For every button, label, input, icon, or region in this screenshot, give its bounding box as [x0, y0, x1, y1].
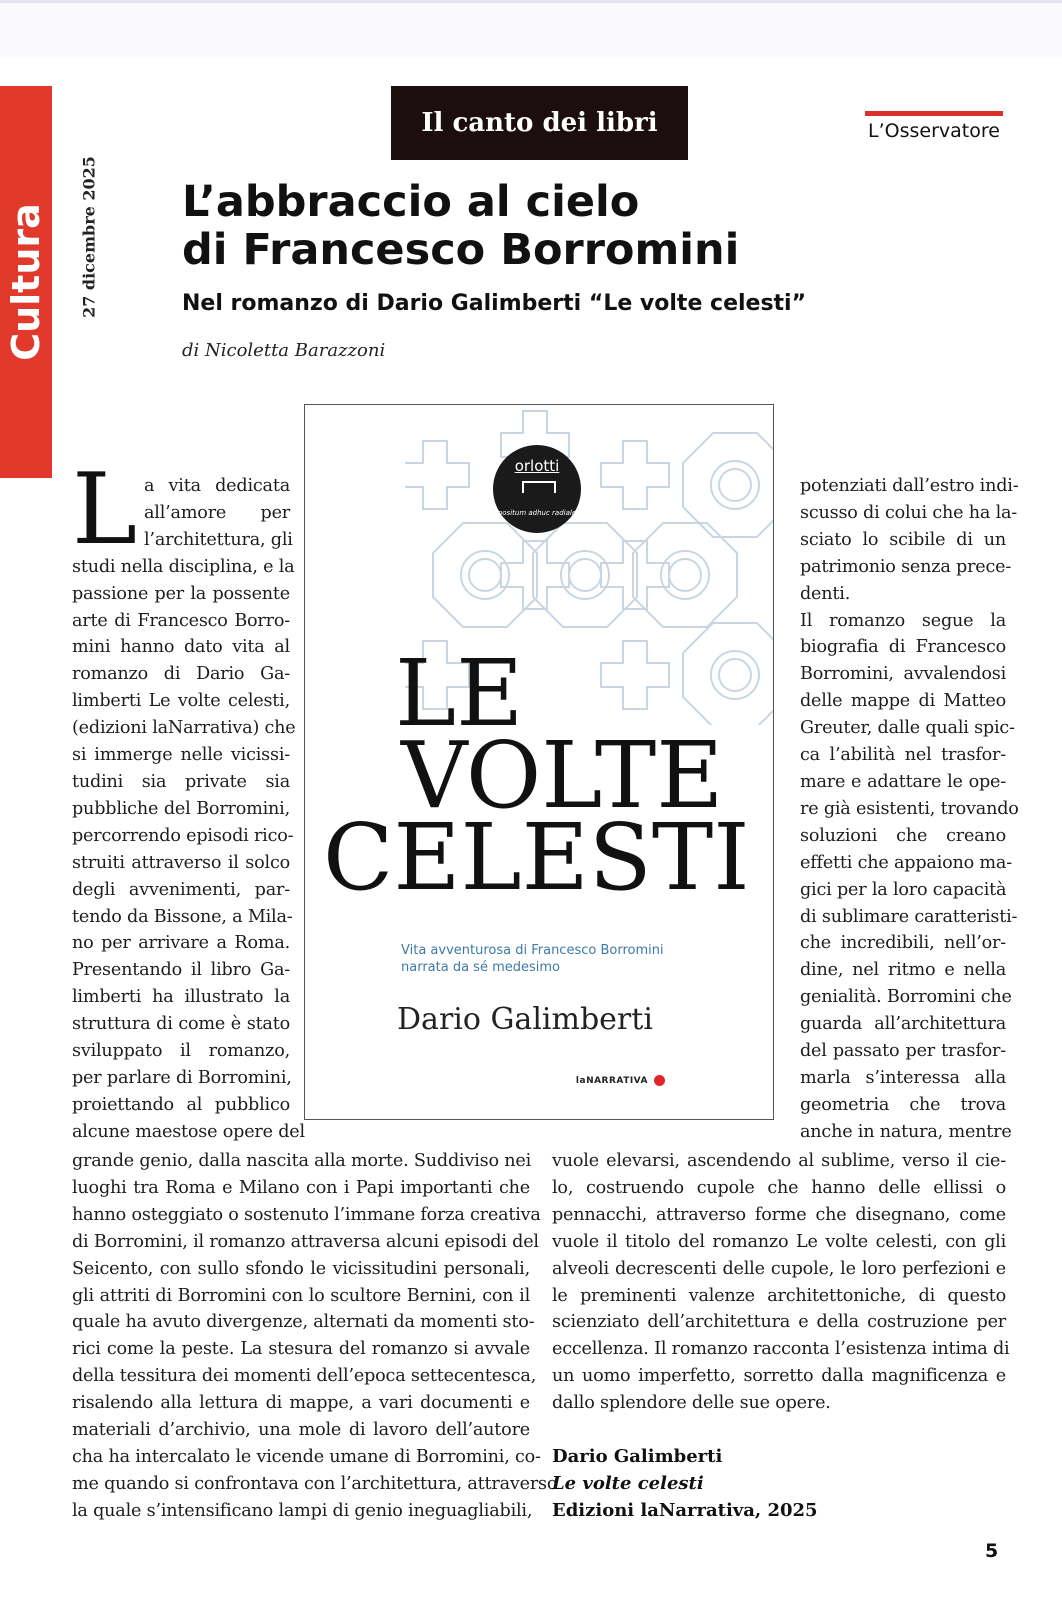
text-line: un uomo imperfetto, sorretto dalla magnificenza e: [552, 1366, 1006, 1387]
seal-brand: orlotti: [514, 457, 560, 475]
text-line: quale ha avuto divergenze, alternati da momenti sto-: [72, 1312, 535, 1333]
text-line: marla s’interessa alla: [800, 1067, 1006, 1088]
byline: di Nicoletta Barazzoni: [182, 340, 386, 361]
cover-subtitle-line: Vita avventurosa di Francesco Borromini: [401, 943, 664, 958]
text-line: struttura di come è stato: [72, 1014, 290, 1035]
text-line: mini hanno dato vita al: [72, 637, 290, 658]
text-line: genialità. Borromini che: [800, 987, 1012, 1008]
text-line: lo, costruendo cupole che hanno delle ellissi o: [552, 1177, 1006, 1198]
text-line: pennacchi, attraverso forme che disegnano, come: [552, 1204, 1006, 1225]
text-line: proiettando al pubblico: [72, 1094, 290, 1115]
column-right-top: [800, 473, 1019, 1146]
rubric-banner: Il canto dei libri: [391, 86, 688, 160]
cover-subtitle-line: narrata da sé medesimo: [401, 960, 560, 975]
text-line: grande genio, dalla nascita alla morte. Suddiviso nei: [72, 1151, 532, 1171]
text-line: dine, nel ritmo e nella: [800, 960, 1006, 981]
text-line: dallo splendore delle sue opere.: [552, 1393, 831, 1414]
text-line: delle mappe di Matteo: [800, 691, 1006, 712]
column-bottom-right: [552, 1148, 1010, 1417]
cover-subtitle: [401, 942, 731, 976]
drop-cap: L: [72, 453, 138, 567]
text-line: guarda all’architettura: [800, 1014, 1006, 1035]
masthead-logo: L’Osservatore: [865, 111, 1003, 142]
text-line: per parlare di Borromini,: [72, 1067, 292, 1088]
text-line: Greuter, dalle quali spic-: [800, 718, 1015, 739]
text-line: gici per la loro capacità: [800, 879, 1007, 900]
text-line: Seicento, con sullo sfondo le vicissitudini personali,: [72, 1258, 530, 1279]
column-bottom-left: [72, 1148, 558, 1525]
text-line: scienziato dell’architettura e della costruzione per: [552, 1312, 1006, 1333]
text-line: mare e adattare le ope-: [800, 771, 1006, 792]
text-line: me quando si confrontava con l’architettura, attraverso: [72, 1473, 558, 1494]
text-line: limberti ha illustrato la: [72, 987, 290, 1008]
text-line: Presentando il libro Ga-: [72, 960, 290, 981]
text-line: denti.: [800, 583, 851, 604]
text-line: potenziati dall’estro indi-: [800, 476, 1019, 496]
text-line: vuole elevarsi, ascendendo al sublime, verso il cie-: [552, 1151, 1006, 1171]
page-number: 5: [985, 1540, 999, 1562]
text-line: passione per la possente: [72, 583, 290, 604]
text-line: patrimonio senza prece-: [800, 556, 1012, 577]
text-line: (edizioni laNarrativa) che: [72, 718, 296, 739]
book-info: [552, 1443, 818, 1524]
publisher-dot-icon: [654, 1075, 665, 1086]
text-line: che incredibili, nell’or-: [800, 933, 1006, 954]
text-line: a vita dedicata: [144, 476, 290, 496]
publisher-seal: [493, 445, 581, 533]
book-cover: [304, 404, 774, 1120]
text-line: cha ha intercalato le vicende umane di Borromini, co-: [72, 1446, 541, 1467]
text-line: del passato per trasfor-: [800, 1041, 1006, 1062]
text-line: della tessitura dei momenti dell’epoca settecentesca,: [72, 1366, 537, 1387]
text-line: luoghi tra Roma e Milano con i Papi importanti che: [72, 1177, 530, 1198]
cover-publisher: [576, 1075, 665, 1086]
column-left-top: [72, 473, 305, 1146]
seal-stool-icon: [522, 481, 556, 493]
text-line: la quale s’intensificano lampi di genio ineguagliabili,: [72, 1500, 533, 1521]
text-line: arte di Francesco Borro-: [72, 610, 290, 631]
text-line: alcune maestose opere del: [72, 1121, 305, 1142]
text-line: Il romanzo segue la: [800, 610, 1006, 631]
cover-title-line: VOLTE: [401, 722, 724, 829]
text-line: eccellenza. Il romanzo racconta l’esistenza intima di: [552, 1339, 1010, 1360]
text-line: l’architettura, gli: [144, 529, 293, 550]
text-line: no per arrivare a Roma.: [72, 933, 290, 954]
text-line: all’amore per: [144, 502, 290, 523]
book-info-author: Dario Galimberti: [552, 1446, 723, 1467]
book-info-publisher: Edizioni laNarrativa, 2025: [552, 1500, 818, 1521]
text-line: Borromini, avvalendosi: [800, 664, 1006, 685]
text-line: sviluppato il romanzo,: [72, 1041, 290, 1062]
text-line: ca l’abilità nel trasfor-: [800, 745, 1006, 766]
section-tab: [0, 86, 52, 478]
text-line: si immerge nelle vicissi-: [72, 745, 290, 766]
section-label: Cultura: [4, 203, 48, 361]
cover-author: Dario Galimberti: [397, 1002, 653, 1037]
text-line: percorrendo episodi rico-: [72, 825, 294, 846]
article-subtitle: Nel romanzo di Dario Galimberti “Le volte celesti”: [182, 291, 807, 316]
text-line: anche in natura, mentre: [800, 1121, 1012, 1142]
title-line: di Francesco Borromini: [182, 225, 740, 275]
text-line: degli avvenimenti, par-: [72, 879, 290, 900]
title-line: L’abbraccio al cielo: [182, 177, 640, 227]
text-line: gli attriti di Borromini con lo scultore Bernini, con il: [72, 1285, 530, 1306]
text-line: rici come la peste. La stesura del romanzo si avvale: [72, 1339, 530, 1360]
text-line: struiti attraverso il solco: [72, 852, 290, 873]
cover-title-line: LE: [395, 640, 524, 747]
text-line: studi nella disciplina, e la: [72, 556, 295, 577]
text-line: vuole il titolo del romanzo Le volte celesti, con gli: [552, 1231, 1006, 1252]
cover-publisher-name: laNARRATIVA: [575, 1076, 648, 1086]
text-line: hanno osteggiato o sostenuto l’immane forza creativa: [72, 1204, 541, 1225]
text-line: risalendo alla lettura di mappe, a vari documenti e: [72, 1393, 530, 1414]
text-line: scusso di colui che ha la-: [800, 502, 1018, 523]
text-line: di sublimare caratteristi-: [800, 906, 1018, 927]
text-line: di Borromini, il romanzo attraversa alcuni episodi del: [72, 1231, 539, 1252]
text-line: tendo da Bissone, a Mila-: [72, 906, 293, 927]
text-line: soluzioni che creano: [800, 825, 1006, 846]
issue-date-text: 27 dicembre 2025: [79, 156, 99, 318]
text-line: materiali d’archivio, una mole di lavoro dell’autore: [72, 1420, 530, 1441]
text-line: romanzo di Dario Ga-: [72, 664, 290, 685]
text-line: pubbliche del Borromini,: [72, 798, 290, 819]
text-line: effetti che appaiono ma-: [800, 852, 1012, 873]
cover-title-line: CELESTI: [323, 804, 750, 911]
issue-date: [79, 152, 99, 322]
text-line: alveoli decrescenti delle cupole, le loro perfezioni e: [552, 1258, 1006, 1279]
text-line: sciato lo scibile di un: [800, 529, 1006, 550]
text-line: le preminenti valenze architettoniche, di questo: [552, 1285, 1006, 1306]
text-line: re già esistenti, trovando: [800, 798, 1019, 819]
seal-motto: positum adhuc radiale: [497, 509, 577, 517]
cover-title: [323, 640, 755, 911]
text-line: tudini sia private sia: [72, 771, 290, 792]
text-line: biografia di Francesco: [800, 637, 1006, 658]
article-title: [182, 178, 1002, 274]
text-line: limberti Le volte celesti,: [72, 691, 290, 712]
text-line: geometria che trova: [800, 1094, 1006, 1115]
top-bar: [0, 0, 1062, 58]
book-info-title: Le volte celesti: [552, 1473, 704, 1494]
